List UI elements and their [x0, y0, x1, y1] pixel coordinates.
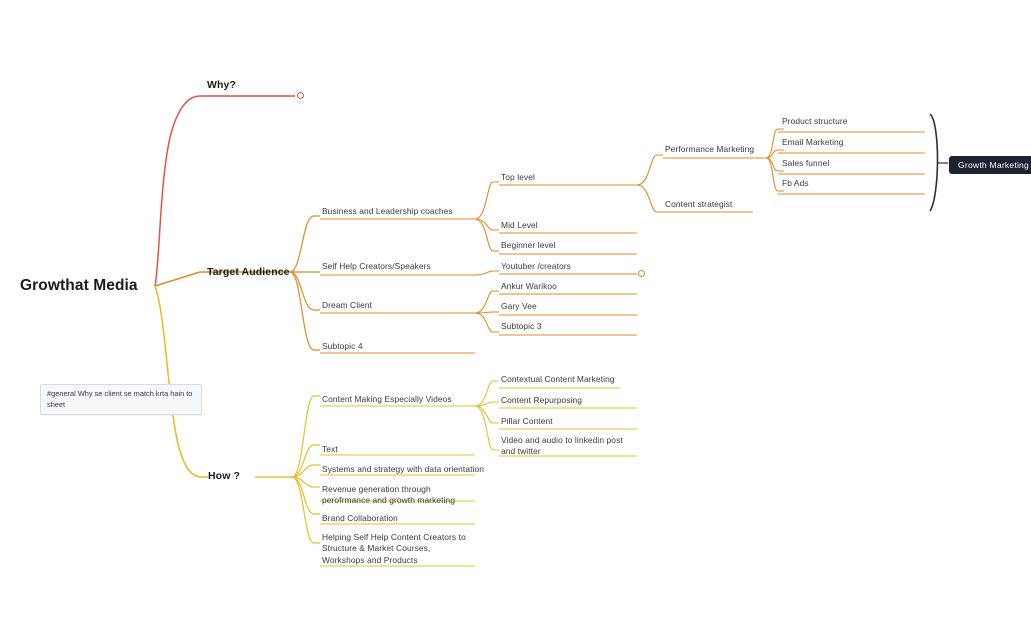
node-systems-and-strategy[interactable]: Systems and strategy with data orientation [322, 464, 485, 474]
youtuber-endpoint-marker[interactable] [638, 270, 645, 277]
node-self-help-creators-speakers[interactable]: Self Help Creators/Speakers [322, 261, 431, 271]
node-subtopic-4[interactable]: Subtopic 4 [322, 341, 363, 351]
node-sales-funnel[interactable]: Sales funnel [782, 158, 830, 168]
node-pillar-content[interactable]: Pillar Content [501, 416, 553, 426]
node-ankur-warikoo[interactable]: Ankur Warikoo [501, 281, 557, 291]
root-node[interactable]: Growthat Media [20, 277, 138, 294]
node-helping-self-help-content-creators[interactable]: Helping Self Help Content Creators to Structure & Market Courses, Workshops and Products [322, 532, 466, 565]
why-endpoint-marker[interactable] [297, 92, 304, 99]
node-content-repurposing[interactable]: Content Repurposing [501, 395, 583, 405]
branch-why-label[interactable]: Why? [207, 79, 236, 91]
node-fb-ads[interactable]: Fb Ads [782, 178, 809, 188]
branch-how-label[interactable]: How ? [208, 470, 240, 482]
node-content-strategist[interactable]: Content strategist [665, 199, 733, 209]
node-contextual-content-marketing[interactable]: Contextual Content Marketing [501, 374, 615, 384]
node-email-marketing[interactable]: Email Marketing [782, 137, 844, 147]
branch-target-audience-label[interactable]: Target Audience [207, 266, 290, 278]
node-revenue-generation[interactable]: Revenue generation through perofrmance and growth marketing [322, 484, 456, 506]
node-business-and-leadership-coaches[interactable]: Business and Leadership coaches [322, 206, 453, 216]
node-top-level[interactable]: Top level [501, 172, 535, 182]
node-content-making-especially-videos[interactable]: Content Making Especially Videos [322, 394, 452, 404]
node-brand-collaboration[interactable]: Brand Collaboration [322, 513, 398, 523]
node-video-audio-to-linkedin[interactable]: Video and audio to linkedin post and twitter [501, 435, 623, 457]
node-text[interactable]: Text [322, 444, 338, 454]
node-performance-marketing[interactable]: Performance Marketing [665, 144, 755, 154]
node-subtopic-3[interactable]: Subtopic 3 [501, 321, 542, 331]
node-dream-client[interactable]: Dream Client [322, 300, 373, 310]
node-beginner-level[interactable]: Beginner level [501, 240, 556, 250]
node-product-structure[interactable]: Product structure [782, 116, 848, 126]
general-note[interactable]: #general Why se client se match krta hain to sheet [40, 384, 202, 415]
node-gary-vee[interactable]: Gary Vee [501, 301, 537, 311]
node-mid-level[interactable]: Mid Level [501, 220, 538, 230]
node-youtuber-creators[interactable]: Youtuber /creators [501, 261, 571, 271]
growth-marketing-chip[interactable]: Growth Marketing [949, 156, 1031, 174]
